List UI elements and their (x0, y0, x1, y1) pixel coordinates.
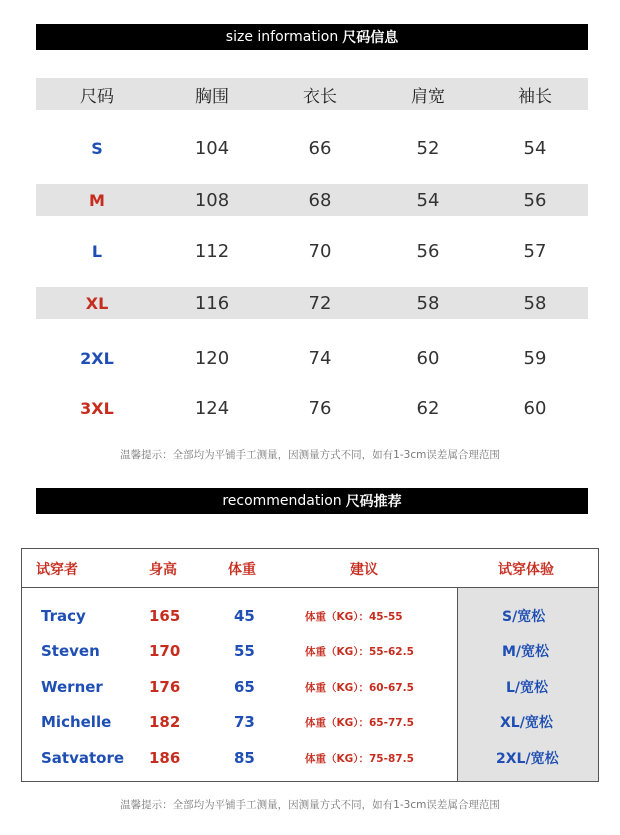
size-row-l (36, 235, 588, 267)
chest-value: 120 (194, 347, 230, 369)
chest-value: 124 (194, 397, 230, 419)
header-fit: 试穿体验 (498, 562, 554, 578)
sleeve-value: 56 (523, 189, 547, 211)
fit-result: M/宽松 (502, 644, 550, 660)
length-value: 76 (308, 397, 332, 419)
recommendation-banner (36, 488, 588, 514)
tester-height: 170 (149, 642, 181, 660)
size-row-xl (36, 287, 588, 319)
header-divider (22, 587, 598, 588)
tester-name: Satvatore (41, 749, 125, 767)
size-row-3xl (36, 392, 588, 424)
shoulder-value: 54 (416, 189, 440, 211)
length-value: 72 (308, 292, 332, 314)
recommendation-row-steven (22, 636, 598, 666)
weight-advice: 体重（KG）：60-67.5 (305, 681, 414, 694)
tester-weight: 85 (234, 749, 255, 767)
header-length: 衣长 (303, 86, 337, 107)
weight-advice: 体重（KG）：55-62.5 (305, 645, 414, 658)
fit-result: S/宽松 (502, 609, 546, 625)
header-height: 身高 (149, 562, 177, 578)
header-size: 尺码 (80, 86, 114, 107)
size-label: M (89, 190, 105, 210)
header-advice: 建议 (350, 562, 378, 578)
fit-result: 2XL/宽松 (496, 751, 559, 767)
recommendation-title-en: recommendation (222, 493, 342, 509)
length-value: 68 (308, 189, 332, 211)
size-label: S (91, 138, 103, 158)
size-row-m (36, 184, 588, 216)
fit-result: XL/宽松 (500, 715, 553, 731)
sleeve-value: 57 (523, 240, 547, 262)
tester-height: 182 (149, 713, 181, 731)
recommendation-row-tracy (22, 601, 598, 631)
size-info-title-cn: 尺码信息 (342, 30, 399, 46)
size-label: 2XL (80, 348, 114, 368)
recommendation-measure-note: 温馨提示：全部均为平铺手工测量，因测量方式不同，如有1-3cm误差属合理范围 (120, 799, 500, 811)
tester-name: Tracy (41, 607, 86, 625)
length-value: 66 (308, 137, 332, 159)
shoulder-value: 60 (416, 347, 440, 369)
size-row-s (36, 132, 588, 164)
size-label: L (91, 241, 103, 261)
tester-height: 176 (149, 678, 181, 696)
header-chest: 胸围 (195, 86, 229, 107)
recommendation-row-satvatore (22, 743, 598, 773)
size-info-banner (36, 24, 588, 50)
tester-name: Werner (41, 678, 103, 696)
header-weight: 体重 (228, 562, 256, 578)
recommendation-table (21, 548, 599, 782)
tester-height: 186 (149, 749, 181, 767)
chest-value: 112 (194, 240, 230, 262)
shoulder-value: 58 (416, 292, 440, 314)
chest-value: 108 (194, 189, 230, 211)
tester-name: Steven (41, 642, 100, 660)
tester-height: 165 (149, 607, 181, 625)
shoulder-value: 56 (416, 240, 440, 262)
sleeve-value: 54 (523, 137, 547, 159)
tester-name: Michelle (41, 713, 112, 731)
size-row-2xl (36, 342, 588, 374)
length-value: 70 (308, 240, 332, 262)
length-value: 74 (308, 347, 332, 369)
recommendation-row-werner (22, 672, 598, 702)
sleeve-value: 59 (523, 347, 547, 369)
recommendation-row-michelle (22, 707, 598, 737)
chest-value: 104 (194, 137, 230, 159)
chest-value: 116 (194, 292, 230, 314)
sleeve-value: 58 (523, 292, 547, 314)
fit-result: L/宽松 (506, 680, 549, 696)
weight-advice: 体重（KG）：75-87.5 (305, 752, 414, 765)
tester-weight: 55 (234, 642, 255, 660)
size-table-header (36, 78, 588, 110)
size-measure-note: 温馨提示：全部均为平铺手工测量，因测量方式不同，如有1-3cm误差属合理范围 (120, 449, 500, 461)
header-sleeve: 袖长 (518, 86, 552, 107)
sleeve-value: 60 (523, 397, 547, 419)
tester-weight: 45 (234, 607, 255, 625)
weight-advice: 体重（KG）：45-55 (305, 610, 403, 623)
recommendation-title-cn: 尺码推荐 (345, 494, 402, 510)
weight-advice: 体重（KG）：65-77.5 (305, 716, 414, 729)
tester-weight: 65 (234, 678, 255, 696)
tester-weight: 73 (234, 713, 255, 731)
header-shoulder: 肩宽 (411, 86, 445, 107)
size-label: 3XL (80, 398, 114, 418)
shoulder-value: 52 (416, 137, 440, 159)
header-tester: 试穿者 (36, 562, 78, 578)
size-info-title-en: size information (225, 29, 339, 45)
shoulder-value: 62 (416, 397, 440, 419)
size-label: XL (85, 293, 109, 313)
recommendation-header (22, 554, 598, 584)
